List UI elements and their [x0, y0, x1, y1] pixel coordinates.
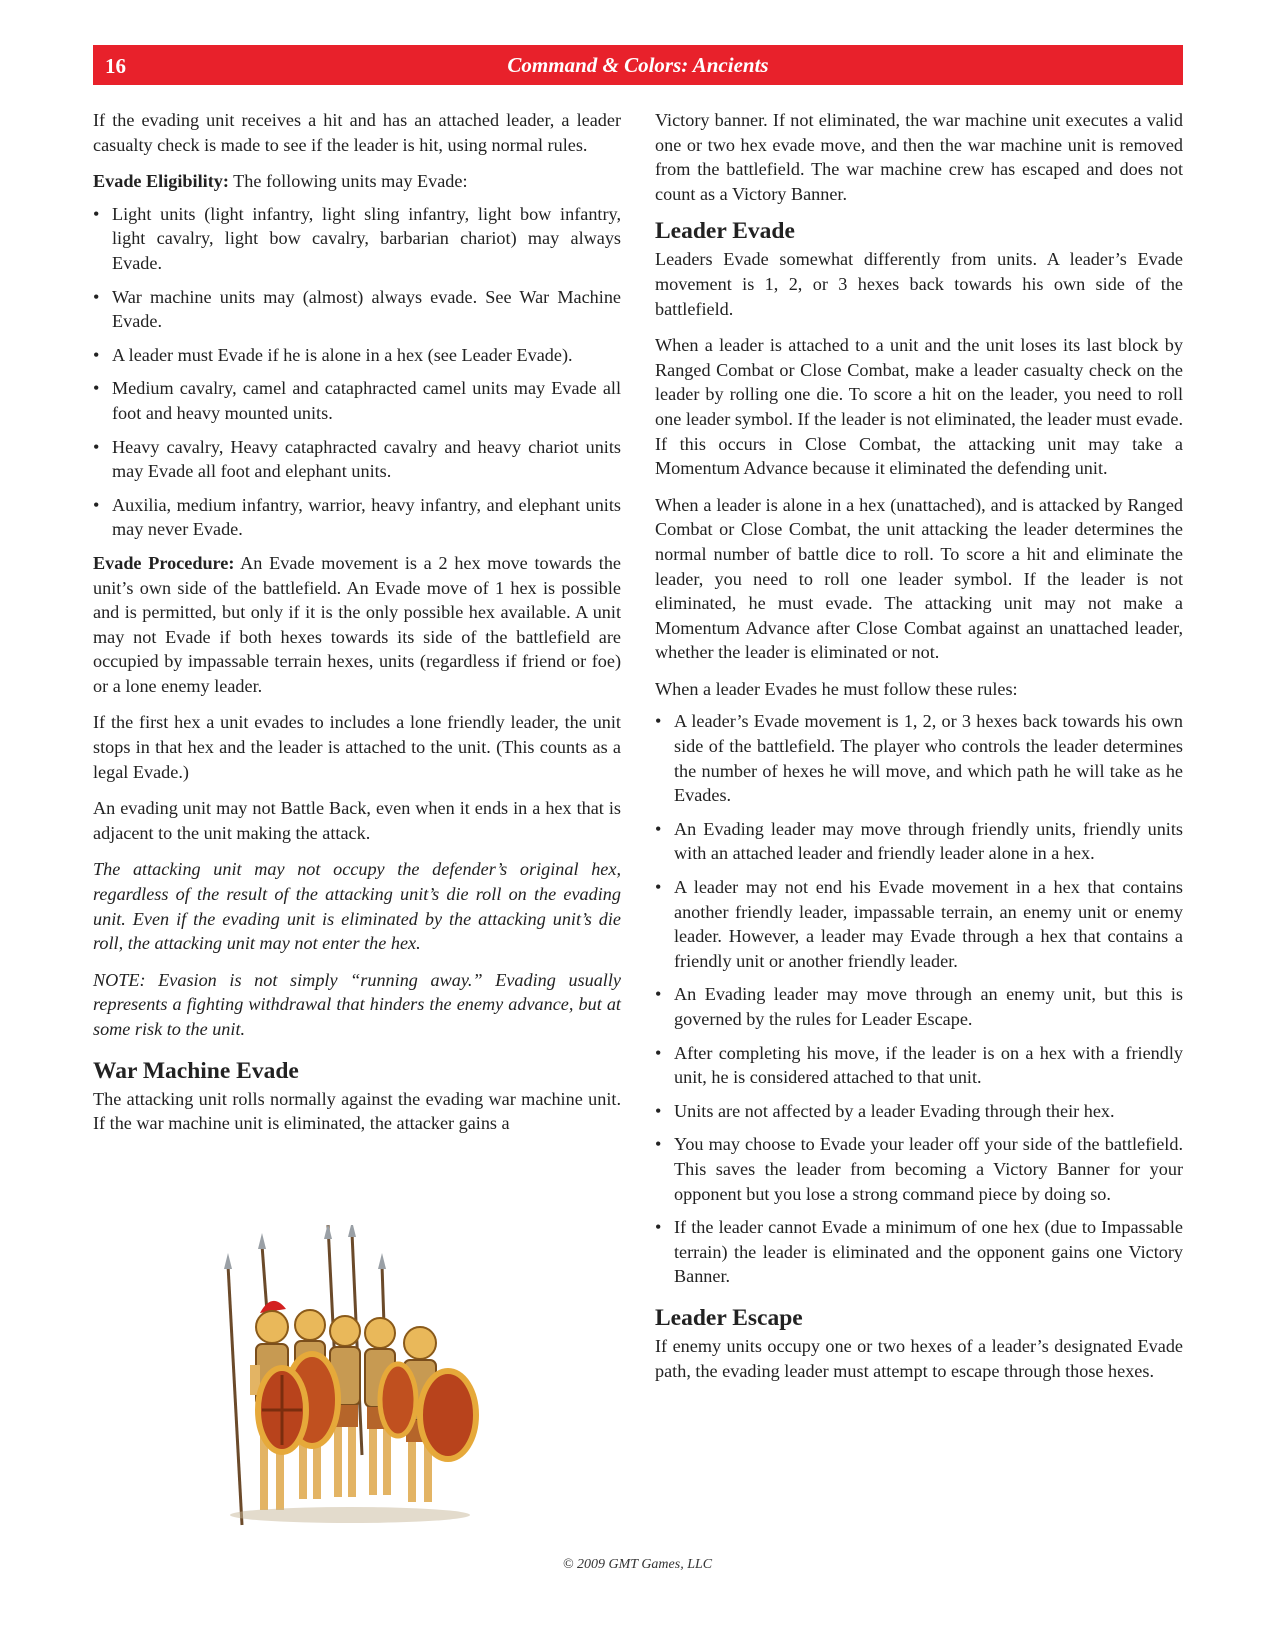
running-title: Command & Colors: Ancients: [507, 53, 769, 77]
paragraph-rules-intro: When a leader Evades he must follow these rules:: [655, 678, 1018, 699]
list-item: • An Evading leader may move through friendly units, friendly units with an attached leader and friendly leader alone in a hex.: [655, 817, 1183, 866]
list-item: • If the leader cannot Evade a minimum of one hex (due to Impassable terrain) the leader is eliminated and the opponent gains one Victory Banner.: [655, 1215, 1183, 1289]
paragraph-eligibility: [93, 169, 621, 194]
paragraph-attached-leader: When a leader is attached to a unit and the unit loses its last block by Ranged Combat or Close Combat, make a leader casualty check on the leader by rolling one die. To score a hit on the leader, you need to roll one leader symbol. If the leader is not eliminated, the leader must evade. If this occurs in Close Combat, the attacking unit may take a Momentum Advance because it eliminated the defending unit.: [655, 335, 1183, 479]
list-item: • You may choose to Evade your leader off your side of the battlefield. This saves the leader from becoming a Victory Banner for your opponent but you lose a strong command piece by doing so.: [655, 1132, 1183, 1206]
paragraph-italic-note: NOTE: Evasion is not simply “running away.” Evading usually represents a fighting withdrawal that hinders the enemy advance, but at some risk to the unit.: [93, 969, 621, 1039]
list-item: • Light units (light infantry, light sling infantry, light bow infantry, light cavalry, light bow cavalry, barbarian chariot) may always Evade.: [93, 202, 621, 276]
eligibility-list: [93, 202, 621, 542]
paragraph-war-machine-continued: Victory banner. If not eliminated, the war machine unit executes a valid one or two hex evade move, and then the war machine unit is removed from the battlefield. The war machine crew has escaped and does not count as a Victory Banner.: [655, 110, 1183, 204]
list-item: • Auxilia, medium infantry, warrior, heavy infantry, and elephant units may never Evade.: [93, 493, 621, 542]
list-item: • A leader’s Evade movement is 1, 2, or 3 hexes back towards his own side of the battlefield. The player who controls the leader determines the number of hexes he will move, and which path he will take as he Evades.: [655, 709, 1183, 807]
list-item: • Units are not affected by a leader Evading through their hex.: [655, 1099, 1183, 1124]
eligibility-label: Evade Eligibility:: [93, 171, 229, 192]
paragraph-procedure: [93, 551, 621, 699]
right-column: [655, 108, 1183, 1395]
left-column: [93, 108, 621, 1148]
heading-leader-evade: Leader Evade: [655, 218, 795, 245]
page-header: [93, 45, 1183, 85]
list-item: • After completing his move, if the leader is on a hex with a friendly unit, he is considered attached to that unit.: [655, 1041, 1183, 1090]
page-number: 16: [105, 54, 126, 78]
list-item: • An Evading leader may move through an enemy unit, but this is governed by the rules for Leader Escape.: [655, 982, 1183, 1031]
heading-leader-escape: Leader Escape: [655, 1304, 803, 1331]
heading-war-machine-evade: War Machine Evade: [93, 1057, 299, 1084]
paragraph-leader-evade-intro: Leaders Evade somewhat differently from units. A leader’s Evade movement is 1, 2, or 3 hexes back towards his own side of the battlefield.: [655, 249, 1183, 319]
paragraph-war-machine: The attacking unit rolls normally against the evading war machine unit. If the war machine unit is eliminated, the attacker gains a: [93, 1088, 621, 1134]
list-item: • A leader must Evade if he is alone in a hex (see Leader Evade).: [93, 343, 621, 368]
procedure-text: An Evade movement is a 2 hex move towards the unit’s own side of the battlefield. An Evade move of 1 hex is possible and is permitted, but only if it is the only possible hex available. A unit may not Evade if both hexes towards its side of the battlefield are occupied by impassable terrain hexes, units (regardless if friend or foe) or a lone enemy leader.: [93, 552, 621, 696]
paragraph-leader-escape: If enemy units occupy one or two hexes of a leader’s designated Evade path, the evading leader must attempt to escape through those hexes.: [655, 1335, 1183, 1381]
copyright-footer: © 2009 GMT Games, LLC: [562, 1557, 713, 1572]
list-item: • A leader may not end his Evade movement in a hex that contains another friendly leader, impassable terrain, an enemy unit or enemy leader. However, a leader may Evade through a hex that contains a friendly unit or another friendly leader.: [655, 875, 1183, 973]
procedure-label: Evade Procedure:: [93, 552, 235, 573]
paragraph-italic-hex: The attacking unit may not occupy the defender’s original hex, regardless of the result of the attacking unit’s die roll on the evading unit. Even if the evading unit is eliminated by the attacking unit’s die roll, the attacking unit may not enter the hex.: [93, 859, 621, 954]
paragraph-battle-back: An evading unit may not Battle Back, even when it ends in a hex that is adjacent to the unit making the attack.: [93, 798, 621, 843]
paragraph-friendly-leader: If the first hex a unit evades to includes a lone friendly leader, the unit stops in that hex and the leader is attached to the unit. (This counts as a legal Evade.): [93, 712, 621, 782]
list-item: • Heavy cavalry, Heavy cataphracted cavalry and heavy chariot units may Evade all foot and elephant units.: [93, 435, 621, 484]
list-item: • Medium cavalry, camel and cataphracted camel units may Evade all foot and heavy mounted units.: [93, 376, 621, 425]
list-item: • War machine units may (almost) always evade. See War Machine Evade.: [93, 285, 621, 334]
leader-evade-rules-list: [655, 709, 1183, 1288]
eligibility-text: The following units may Evade:: [228, 171, 468, 192]
warriors-illustration: [220, 1225, 510, 1530]
paragraph-leader-hit: If the evading unit receives a hit and has an attached leader, a leader casualty check is made to see if the leader is hit, using normal rules.: [93, 110, 621, 155]
paragraph-unattached-leader: When a leader is alone in a hex (unattached), and is attacked by Ranged Combat or Close Combat, the unit attacking the leader determines the normal number of battle dice to roll. To score a hit and eliminate the leader, you need to roll one leader symbol. If the leader is not eliminated, he must evade. The attacking unit may not make a Momentum Advance after Close Combat against an unattached leader, whether the leader is eliminated or not.: [655, 494, 1183, 663]
